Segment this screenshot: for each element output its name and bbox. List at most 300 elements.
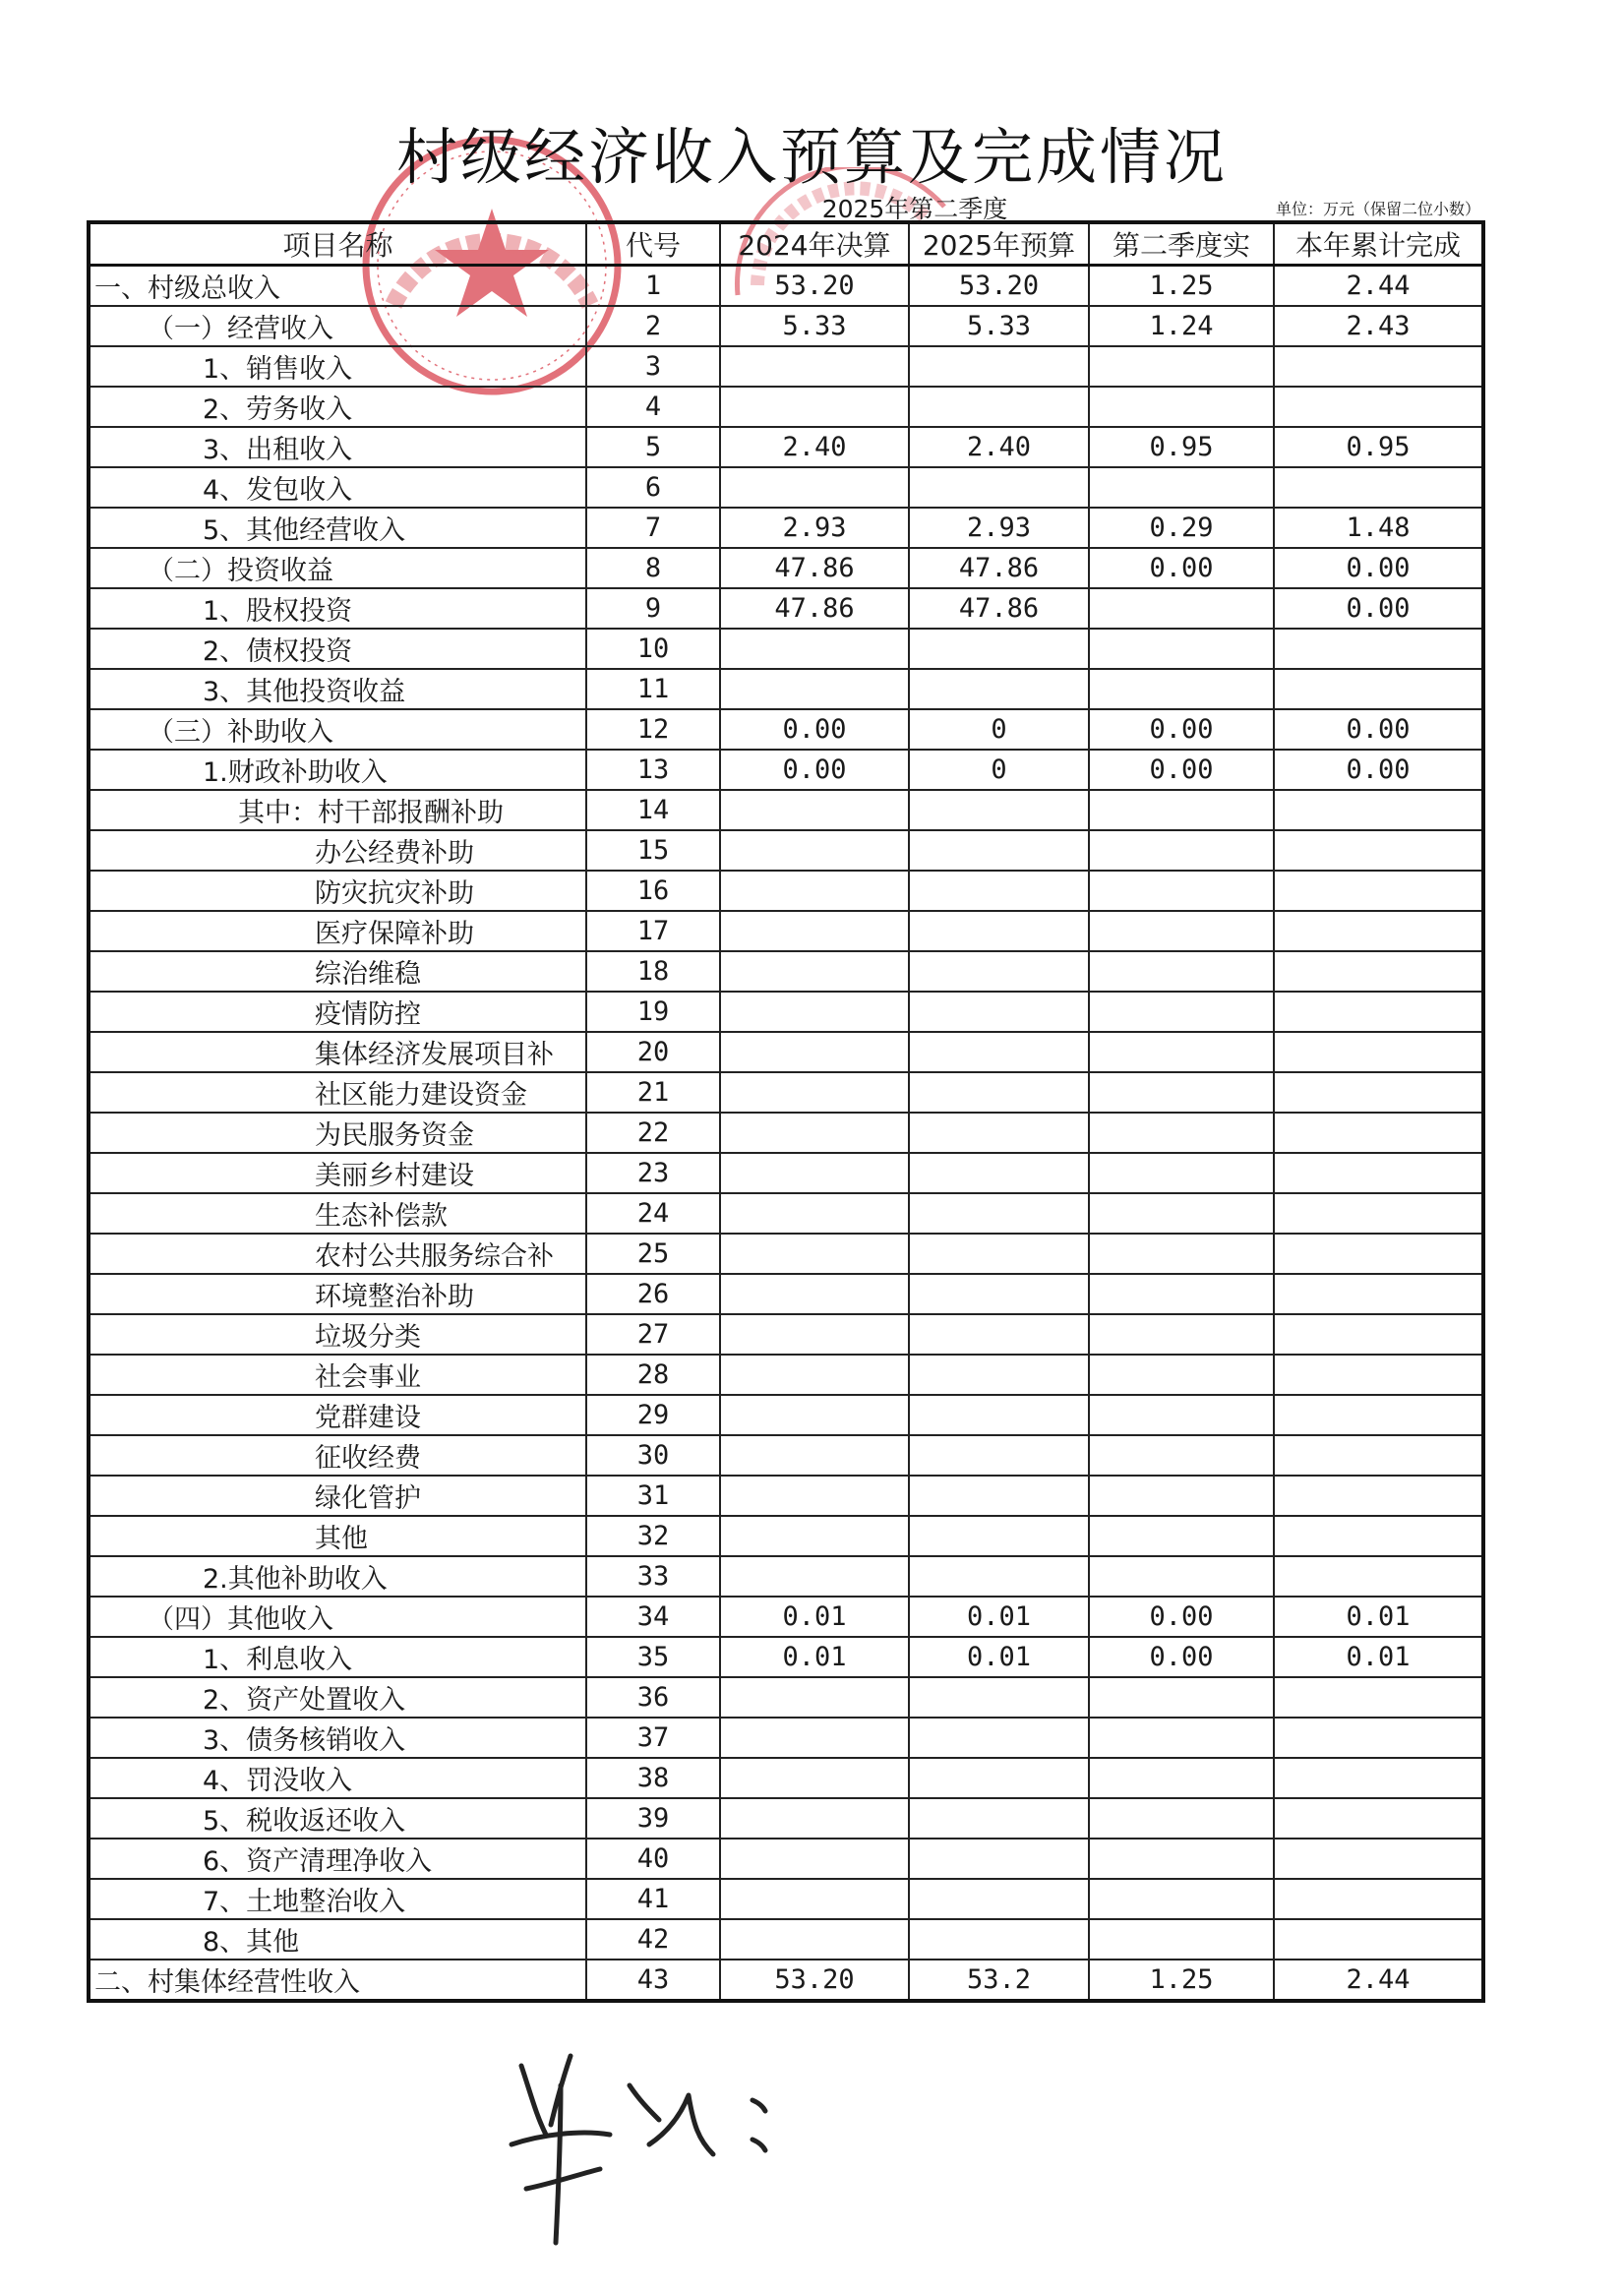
q2-actual-cell <box>1089 1355 1274 1395</box>
ytd-cell: 0.00 <box>1274 548 1483 588</box>
budget-2025-cell: 0 <box>909 709 1089 750</box>
ytd-cell: 0.00 <box>1274 709 1483 750</box>
code-cell: 33 <box>586 1556 720 1597</box>
table-row <box>89 1072 1483 1113</box>
table-row <box>89 1879 1483 1919</box>
table-row <box>89 1960 1483 2001</box>
code-cell: 17 <box>586 911 720 951</box>
q2-actual-cell <box>1089 871 1274 911</box>
item-name-cell: 4、罚没收入 <box>89 1758 586 1798</box>
budget-2025-cell: 2.93 <box>909 508 1089 548</box>
code-cell: 9 <box>586 588 720 629</box>
table-row <box>89 588 1483 629</box>
q2-actual-cell <box>1089 1032 1274 1072</box>
ytd-cell: 2.43 <box>1274 306 1483 346</box>
ytd-cell <box>1274 1314 1483 1355</box>
table-row <box>89 1395 1483 1435</box>
ytd-cell <box>1274 1072 1483 1113</box>
budget-2025-cell <box>909 1798 1089 1839</box>
ytd-cell: 0.01 <box>1274 1597 1483 1637</box>
table-row <box>89 548 1483 588</box>
item-name-cell: 党群建设 <box>89 1395 586 1435</box>
code-cell: 14 <box>586 790 720 830</box>
table-row <box>89 1153 1483 1193</box>
code-cell: 39 <box>586 1798 720 1839</box>
table-row <box>89 709 1483 750</box>
table-row <box>89 1113 1483 1153</box>
code-cell: 1 <box>586 266 720 307</box>
code-cell: 16 <box>586 871 720 911</box>
code-cell: 24 <box>586 1193 720 1234</box>
q2-actual-cell <box>1089 1798 1274 1839</box>
final-2024-cell <box>720 1556 909 1597</box>
table-row <box>89 790 1483 830</box>
final-2024-cell <box>720 387 909 427</box>
code-cell: 10 <box>586 629 720 669</box>
code-cell: 13 <box>586 750 720 790</box>
item-name-cell: 生态补偿款 <box>89 1193 586 1234</box>
budget-table <box>87 220 1485 2003</box>
code-cell: 36 <box>586 1677 720 1718</box>
final-2024-cell <box>720 1314 909 1355</box>
item-name-cell: 社区能力建设资金 <box>89 1072 586 1113</box>
code-cell: 6 <box>586 467 720 508</box>
final-2024-cell <box>720 790 909 830</box>
ytd-cell <box>1274 1234 1483 1274</box>
budget-2025-cell <box>909 1153 1089 1193</box>
code-cell: 34 <box>586 1597 720 1637</box>
budget-2025-cell <box>909 669 1089 709</box>
col-header-ytd-completed: 本年累计完成 <box>1274 222 1483 266</box>
report-period: 2025年第二季度 <box>821 195 1008 223</box>
final-2024-cell: 53.20 <box>720 1960 909 2001</box>
budget-2025-cell <box>909 1839 1089 1879</box>
item-name-cell: 环境整治补助 <box>89 1274 586 1314</box>
ytd-cell <box>1274 1919 1483 1960</box>
budget-2025-cell <box>909 790 1089 830</box>
code-cell: 25 <box>586 1234 720 1274</box>
q2-actual-cell <box>1089 951 1274 992</box>
ytd-cell <box>1274 1556 1483 1597</box>
code-cell: 21 <box>586 1072 720 1113</box>
ytd-cell <box>1274 871 1483 911</box>
table-row <box>89 1234 1483 1274</box>
table-row <box>89 629 1483 669</box>
budget-2025-cell <box>909 1476 1089 1516</box>
final-2024-cell <box>720 1234 909 1274</box>
q2-actual-cell <box>1089 1314 1274 1355</box>
code-cell: 26 <box>586 1274 720 1314</box>
q2-actual-cell <box>1089 911 1274 951</box>
q2-actual-cell <box>1089 467 1274 508</box>
final-2024-cell <box>720 1919 909 1960</box>
table-row <box>89 1032 1483 1072</box>
budget-2025-cell <box>909 1435 1089 1476</box>
ytd-cell: 0.00 <box>1274 750 1483 790</box>
item-name-cell: 医疗保障补助 <box>89 911 586 951</box>
budget-2025-cell <box>909 387 1089 427</box>
final-2024-cell: 5.33 <box>720 306 909 346</box>
budget-2025-cell <box>909 467 1089 508</box>
table-row <box>89 1798 1483 1839</box>
final-2024-cell <box>720 1113 909 1153</box>
ytd-cell <box>1274 1355 1483 1395</box>
table-row <box>89 992 1483 1032</box>
budget-2025-cell: 2.40 <box>909 427 1089 467</box>
budget-2025-cell <box>909 871 1089 911</box>
table-row <box>89 1919 1483 1960</box>
item-name-cell: 社会事业 <box>89 1355 586 1395</box>
final-2024-cell <box>720 1516 909 1556</box>
code-cell: 42 <box>586 1919 720 1960</box>
q2-actual-cell <box>1089 992 1274 1032</box>
final-2024-cell <box>720 1839 909 1879</box>
col-header-2024-final: 2024年决算 <box>720 222 909 266</box>
ytd-cell: 0.95 <box>1274 427 1483 467</box>
budget-2025-cell <box>909 1032 1089 1072</box>
final-2024-cell: 2.93 <box>720 508 909 548</box>
final-2024-cell <box>720 1153 909 1193</box>
final-2024-cell <box>720 1879 909 1919</box>
code-cell: 3 <box>586 346 720 387</box>
q2-actual-cell <box>1089 346 1274 387</box>
code-cell: 27 <box>586 1314 720 1355</box>
ytd-cell <box>1274 1677 1483 1718</box>
table-row <box>89 750 1483 790</box>
item-name-cell: 农村公共服务综合补 <box>89 1234 586 1274</box>
budget-2025-cell <box>909 1677 1089 1718</box>
q2-actual-cell <box>1089 1435 1274 1476</box>
ytd-cell <box>1274 911 1483 951</box>
item-name-cell: 2.其他补助收入 <box>89 1556 586 1597</box>
table-row <box>89 1597 1483 1637</box>
item-name-cell: 4、发包收入 <box>89 467 586 508</box>
budget-2025-cell <box>909 992 1089 1032</box>
final-2024-cell <box>720 951 909 992</box>
budget-2025-cell: 47.86 <box>909 548 1089 588</box>
final-2024-cell <box>720 1032 909 1072</box>
ytd-cell <box>1274 1274 1483 1314</box>
final-2024-cell <box>720 830 909 871</box>
table-row <box>89 911 1483 951</box>
final-2024-cell: 47.86 <box>720 548 909 588</box>
q2-actual-cell <box>1089 830 1274 871</box>
budget-2025-cell <box>909 1234 1089 1274</box>
ytd-cell <box>1274 1516 1483 1556</box>
budget-2025-cell <box>909 1758 1089 1798</box>
item-name-cell: 1、股权投资 <box>89 588 586 629</box>
final-2024-cell <box>720 1798 909 1839</box>
table-row <box>89 1274 1483 1314</box>
budget-2025-cell: 0 <box>909 750 1089 790</box>
table-row <box>89 427 1483 467</box>
item-name-cell: 美丽乡村建设 <box>89 1153 586 1193</box>
table-row <box>89 1355 1483 1395</box>
q2-actual-cell <box>1089 1919 1274 1960</box>
budget-2025-cell <box>909 911 1089 951</box>
ytd-cell <box>1274 467 1483 508</box>
table-header-row <box>89 222 1483 266</box>
table-row <box>89 387 1483 427</box>
q2-actual-cell <box>1089 387 1274 427</box>
budget-2025-cell <box>909 1355 1089 1395</box>
item-name-cell: （二）投资收益 <box>89 548 586 588</box>
budget-2025-cell: 5.33 <box>909 306 1089 346</box>
table-row <box>89 467 1483 508</box>
q2-actual-cell <box>1089 669 1274 709</box>
q2-actual-cell: 1.25 <box>1089 266 1274 307</box>
item-name-cell: 一、村级总收入 <box>89 266 586 307</box>
ytd-cell <box>1274 1839 1483 1879</box>
item-name-cell: 办公经费补助 <box>89 830 586 871</box>
table-row <box>89 669 1483 709</box>
code-cell: 40 <box>586 1839 720 1879</box>
q2-actual-cell <box>1089 1234 1274 1274</box>
table-row <box>89 1193 1483 1234</box>
code-cell: 32 <box>586 1516 720 1556</box>
table-body <box>89 266 1483 2002</box>
final-2024-cell <box>720 669 909 709</box>
q2-actual-cell <box>1089 1072 1274 1113</box>
budget-2025-cell: 53.20 <box>909 266 1089 307</box>
code-cell: 41 <box>586 1879 720 1919</box>
table-row <box>89 1839 1483 1879</box>
item-name-cell: 综治维稳 <box>89 951 586 992</box>
q2-actual-cell <box>1089 1556 1274 1597</box>
ytd-cell <box>1274 629 1483 669</box>
final-2024-cell <box>720 346 909 387</box>
item-name-cell: 疫情防控 <box>89 992 586 1032</box>
col-header-item-name: 项目名称 <box>89 222 586 266</box>
code-cell: 30 <box>586 1435 720 1476</box>
budget-2025-cell <box>909 1516 1089 1556</box>
item-name-cell: 为民服务资金 <box>89 1113 586 1153</box>
ytd-cell <box>1274 1032 1483 1072</box>
budget-2025-cell <box>909 1072 1089 1113</box>
table-row <box>89 1637 1483 1677</box>
table-row <box>89 266 1483 307</box>
ytd-cell <box>1274 1718 1483 1758</box>
final-2024-cell <box>720 1395 909 1435</box>
ytd-cell: 0.00 <box>1274 588 1483 629</box>
budget-2025-cell <box>909 1718 1089 1758</box>
code-cell: 19 <box>586 992 720 1032</box>
item-name-cell: 8、其他 <box>89 1919 586 1960</box>
table-row <box>89 1758 1483 1798</box>
col-header-2025-budget: 2025年预算 <box>909 222 1089 266</box>
ytd-cell <box>1274 1476 1483 1516</box>
final-2024-cell <box>720 1677 909 1718</box>
table-row <box>89 346 1483 387</box>
item-name-cell: 2、劳务收入 <box>89 387 586 427</box>
item-name-cell: （四）其他收入 <box>89 1597 586 1637</box>
item-name-cell: （一）经营收入 <box>89 306 586 346</box>
table-row <box>89 508 1483 548</box>
item-name-cell: 1.财政补助收入 <box>89 750 586 790</box>
item-name-cell: 其他 <box>89 1516 586 1556</box>
table-row <box>89 1314 1483 1355</box>
code-cell: 5 <box>586 427 720 467</box>
ytd-cell <box>1274 387 1483 427</box>
final-2024-cell <box>720 911 909 951</box>
final-2024-cell <box>720 1476 909 1516</box>
q2-actual-cell <box>1089 1879 1274 1919</box>
code-cell: 11 <box>586 669 720 709</box>
item-name-cell: 垃圾分类 <box>89 1314 586 1355</box>
q2-actual-cell: 0.29 <box>1089 508 1274 548</box>
final-2024-cell <box>720 1758 909 1798</box>
q2-actual-cell: 0.00 <box>1089 1597 1274 1637</box>
q2-actual-cell <box>1089 629 1274 669</box>
q2-actual-cell <box>1089 1718 1274 1758</box>
item-name-cell: 7、土地整治收入 <box>89 1879 586 1919</box>
item-name-cell: （三）补助收入 <box>89 709 586 750</box>
code-cell: 12 <box>586 709 720 750</box>
table-row <box>89 1476 1483 1516</box>
item-name-cell: 集体经济发展项目补 <box>89 1032 586 1072</box>
ytd-cell <box>1274 1153 1483 1193</box>
q2-actual-cell <box>1089 1758 1274 1798</box>
final-2024-cell <box>720 1435 909 1476</box>
code-cell: 29 <box>586 1395 720 1435</box>
item-name-cell: 3、出租收入 <box>89 427 586 467</box>
q2-actual-cell <box>1089 1113 1274 1153</box>
ytd-cell: 2.44 <box>1274 266 1483 307</box>
code-cell: 7 <box>586 508 720 548</box>
final-2024-cell <box>720 1355 909 1395</box>
table-row <box>89 1516 1483 1556</box>
item-name-cell: 其中：村干部报酬补助 <box>89 790 586 830</box>
q2-actual-cell <box>1089 790 1274 830</box>
final-2024-cell <box>720 1718 909 1758</box>
ytd-cell <box>1274 1758 1483 1798</box>
q2-actual-cell <box>1089 1516 1274 1556</box>
q2-actual-cell <box>1089 1476 1274 1516</box>
budget-2025-cell <box>909 1113 1089 1153</box>
ytd-cell: 2.44 <box>1274 1960 1483 2001</box>
table-row <box>89 1677 1483 1718</box>
item-name-cell: 1、利息收入 <box>89 1637 586 1677</box>
ytd-cell <box>1274 1113 1483 1153</box>
q2-actual-cell <box>1089 1153 1274 1193</box>
item-name-cell: 2、资产处置收入 <box>89 1677 586 1718</box>
q2-actual-cell <box>1089 588 1274 629</box>
ytd-cell <box>1274 951 1483 992</box>
final-2024-cell: 47.86 <box>720 588 909 629</box>
ytd-cell <box>1274 346 1483 387</box>
ytd-cell <box>1274 1798 1483 1839</box>
table-row <box>89 830 1483 871</box>
q2-actual-cell: 0.00 <box>1089 548 1274 588</box>
col-header-q2-actual: 第二季度实 <box>1089 222 1274 266</box>
item-name-cell: 绿化管护 <box>89 1476 586 1516</box>
table-row <box>89 1435 1483 1476</box>
q2-actual-cell <box>1089 1193 1274 1234</box>
final-2024-cell <box>720 467 909 508</box>
q2-actual-cell <box>1089 1677 1274 1718</box>
item-name-cell: 3、债务核销收入 <box>89 1718 586 1758</box>
ytd-cell: 0.01 <box>1274 1637 1483 1677</box>
q2-actual-cell <box>1089 1395 1274 1435</box>
budget-2025-cell <box>909 1556 1089 1597</box>
final-2024-cell <box>720 1274 909 1314</box>
budget-2025-cell: 53.2 <box>909 1960 1089 2001</box>
q2-actual-cell: 0.00 <box>1089 709 1274 750</box>
code-cell: 37 <box>586 1718 720 1758</box>
q2-actual-cell: 1.25 <box>1089 1960 1274 2001</box>
table-row <box>89 1718 1483 1758</box>
item-name-cell: 6、资产清理净收入 <box>89 1839 586 1879</box>
code-cell: 35 <box>586 1637 720 1677</box>
budget-2025-cell <box>909 1395 1089 1435</box>
budget-2025-cell <box>909 346 1089 387</box>
ytd-cell: 1.48 <box>1274 508 1483 548</box>
budget-2025-cell <box>909 830 1089 871</box>
budget-2025-cell: 0.01 <box>909 1637 1089 1677</box>
item-name-cell: 5、其他经营收入 <box>89 508 586 548</box>
ytd-cell <box>1274 992 1483 1032</box>
code-cell: 31 <box>586 1476 720 1516</box>
table-row <box>89 1556 1483 1597</box>
final-2024-cell <box>720 871 909 911</box>
page-title: 村级经济收入预算及完成情况 <box>395 121 1228 193</box>
code-cell: 4 <box>586 387 720 427</box>
col-header-code: 代号 <box>586 222 720 266</box>
ytd-cell <box>1274 669 1483 709</box>
q2-actual-cell: 0.00 <box>1089 750 1274 790</box>
code-cell: 23 <box>586 1153 720 1193</box>
code-cell: 2 <box>586 306 720 346</box>
final-2024-cell: 2.40 <box>720 427 909 467</box>
item-name-cell: 征收经费 <box>89 1435 586 1476</box>
code-cell: 18 <box>586 951 720 992</box>
final-2024-cell <box>720 992 909 1032</box>
final-2024-cell <box>720 1072 909 1113</box>
code-cell: 8 <box>586 548 720 588</box>
item-name-cell: 3、其他投资收益 <box>89 669 586 709</box>
budget-2025-cell <box>909 1193 1089 1234</box>
ytd-cell <box>1274 1879 1483 1919</box>
code-cell: 28 <box>586 1355 720 1395</box>
final-2024-cell <box>720 1193 909 1234</box>
unit-note: 单位：万元（保留二位小数） <box>1275 200 1480 218</box>
table-row <box>89 306 1483 346</box>
item-name-cell: 2、债权投资 <box>89 629 586 669</box>
item-name-cell: 5、税收返还收入 <box>89 1798 586 1839</box>
budget-2025-cell <box>909 1314 1089 1355</box>
code-cell: 15 <box>586 830 720 871</box>
budget-2025-cell <box>909 951 1089 992</box>
final-2024-cell: 53.20 <box>720 266 909 307</box>
code-cell: 20 <box>586 1032 720 1072</box>
item-name-cell: 1、销售收入 <box>89 346 586 387</box>
final-2024-cell: 0.00 <box>720 750 909 790</box>
final-2024-cell <box>720 629 909 669</box>
final-2024-cell: 0.01 <box>720 1597 909 1637</box>
ytd-cell <box>1274 830 1483 871</box>
budget-2025-cell <box>909 1274 1089 1314</box>
code-cell: 22 <box>586 1113 720 1153</box>
budget-2025-cell <box>909 629 1089 669</box>
ytd-cell <box>1274 790 1483 830</box>
final-2024-cell: 0.00 <box>720 709 909 750</box>
ytd-cell <box>1274 1193 1483 1234</box>
q2-actual-cell: 0.00 <box>1089 1637 1274 1677</box>
budget-2025-cell: 0.01 <box>909 1597 1089 1637</box>
q2-actual-cell: 0.95 <box>1089 427 1274 467</box>
q2-actual-cell <box>1089 1274 1274 1314</box>
item-name-cell: 防灾抗灾补助 <box>89 871 586 911</box>
